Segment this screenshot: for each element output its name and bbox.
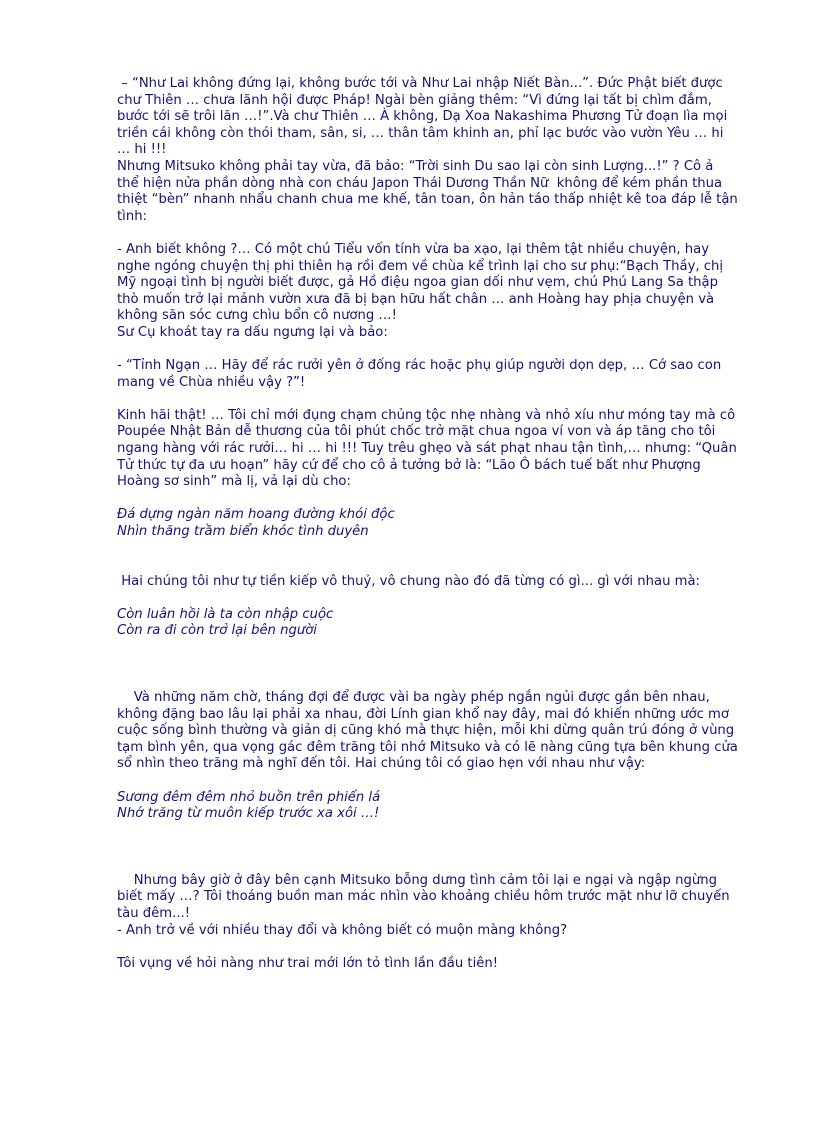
document-body (117, 76, 743, 972)
paragraph-1: – “Như Lai không đứng lại, không bước tới và Như Lai nhập Niết Bàn...”. Đức Phật biết được chư Thiên … chưa lãnh hội được Pháp! Ngài bèn giảng thêm: “Vì đứng lại tất bị chìm đắm, bước tới sẽ trôi lăn …!”.Và chư Thiên … À không, Dạ Xoa Nakashima Phương Tử đoạn lìa mọi triền cái không còn thói tham, sân, si, … thân tâm khinh an, phỉ lạc bước vào vườn Yêu … hi … hi !!! (117, 76, 732, 158)
paragraph-8: Và những năm chờ, tháng đợi để được vài ba ngày phép ngắn ngủi được gần bên nhau, không đặng bao lâu lại phải xa nhau, đời Lính gian khổ nay đây, mai đó khiến những ước mơ cuộc sống bình thường và giản dị cũng khó mà thực hiện, mỗi khi dừng quân trú đóng ở vùng tạm bình yên, qua vọng gác đêm trăng tôi nhớ Mitsuko và có lẽ nàng cũng tựa bên khung cửa sổ nhìn theo trăng mà nghĩ đến tôi. Hai chúng tôi có giao hẹn với nhau như vậy: (117, 690, 743, 772)
verse-line-2b: Còn ra đi còn trở lại bên người (117, 623, 317, 639)
verse-line-3b: Nhớ trăng từ muôn kiếp trước xa xôi …! (117, 806, 380, 822)
paragraph-7: Hai chúng tôi như tự tiền kiếp vô thuỷ, vô chung nào đó đã từng có gì... gì với nhau mà: (117, 573, 701, 589)
paragraph-3: - Anh biết không ?… Có một chú Tiểu vốn tính vừa ba xạo, lại thêm tật nhiều chuyện, hay nghe ngóng chuyện thị phi thiên hạ rồi đem về chùa kể trình lại cho sư phụ:“Bạch Thầy, chị Mỹ ngoại tình bị người biết được, gả Hồ điệu ngoa gian dối như vẹm, chú Phú Lang Sa thập thò muốn trở lại mảnh vườn xưa đã bị bạn hữu hất chân … anh Hoàng hay phịa chuyện và không săn sóc cưng chìu bổn cô nương …! (117, 241, 728, 324)
verse-line-1b: Nhìn thăng trầm biển khóc tình duyên (117, 524, 369, 540)
paragraph-4: Sư Cụ khoát tay ra dấu ngưng lại và bảo: (117, 324, 388, 340)
verse-line-3a: Sương đêm đêm nhỏ buồn trên phiến lá (117, 789, 381, 805)
paragraph-2: Nhưng Mitsuko không phải tay vừa, đã bảo: “Trời sinh Du sao lại còn sinh Lượng...!” ? Cô ả thể hiện nửa phần dòng nhà con cháu Japon Thái Dương Thần Nữ không để kém phần thua thiệt “bèn” nhanh nhẩu chanh chua me khế, tân toan, ôn hản táo thấp nhiệt kê toa đáp lễ tận tình: (117, 158, 742, 224)
verse-line-2a: Còn luân hồi là ta còn nhập cuộc (117, 606, 334, 622)
paragraph-5: - “Tỉnh Ngạn … Hãy để rác rưởi yên ở đống rác hoặc phụ giúp người dọn dẹp, … Cớ sao con mang về Chùa nhiều vậy ?”! (117, 358, 726, 390)
paragraph-9: Nhưng bây giờ ở đây bên cạnh Mitsuko bỗng dưng tình cảm tôi lại e ngại và ngập ngừng biết mấy …? Tôi thoáng buồn man mác nhìn vào khoảng chiều hôm trước mặt như lỡ chuyến tàu đêm...! (117, 872, 734, 921)
paragraph-11: Tôi vụng về hỏi nàng như trai mới lớn tỏ tình lần đầu tiên! (117, 955, 498, 971)
verse-line-1a: Đá dựng ngàn năm hoang đường khói độc (117, 507, 395, 523)
paragraph-6: Kinh hãi thật! … Tôi chỉ mới đụng chạm chủng tộc nhẹ nhàng và nhỏ xíu như móng tay mà cô Poupée Nhật Bản dễ thương của tôi phút chốc trở mặt chua ngoa ví von và áp tăng cho tôi ngang hàng với rác rưởi… hi … hi !!! Tuy trêu ghẹo và sát phạt nhau tận tình,… nhưng: “Quân Tử thức tự đa ưu hoạn” hãy cứ để cho cô ả tưởng bở là: “Lão Ô bách tuế bất như Phượng Hoàng sơ sinh” mà lị, vả lại dù cho: (117, 407, 742, 490)
paragraph-10: - Anh trở về với nhiều thay đổi và không biết có muộn màng không? (117, 922, 568, 938)
